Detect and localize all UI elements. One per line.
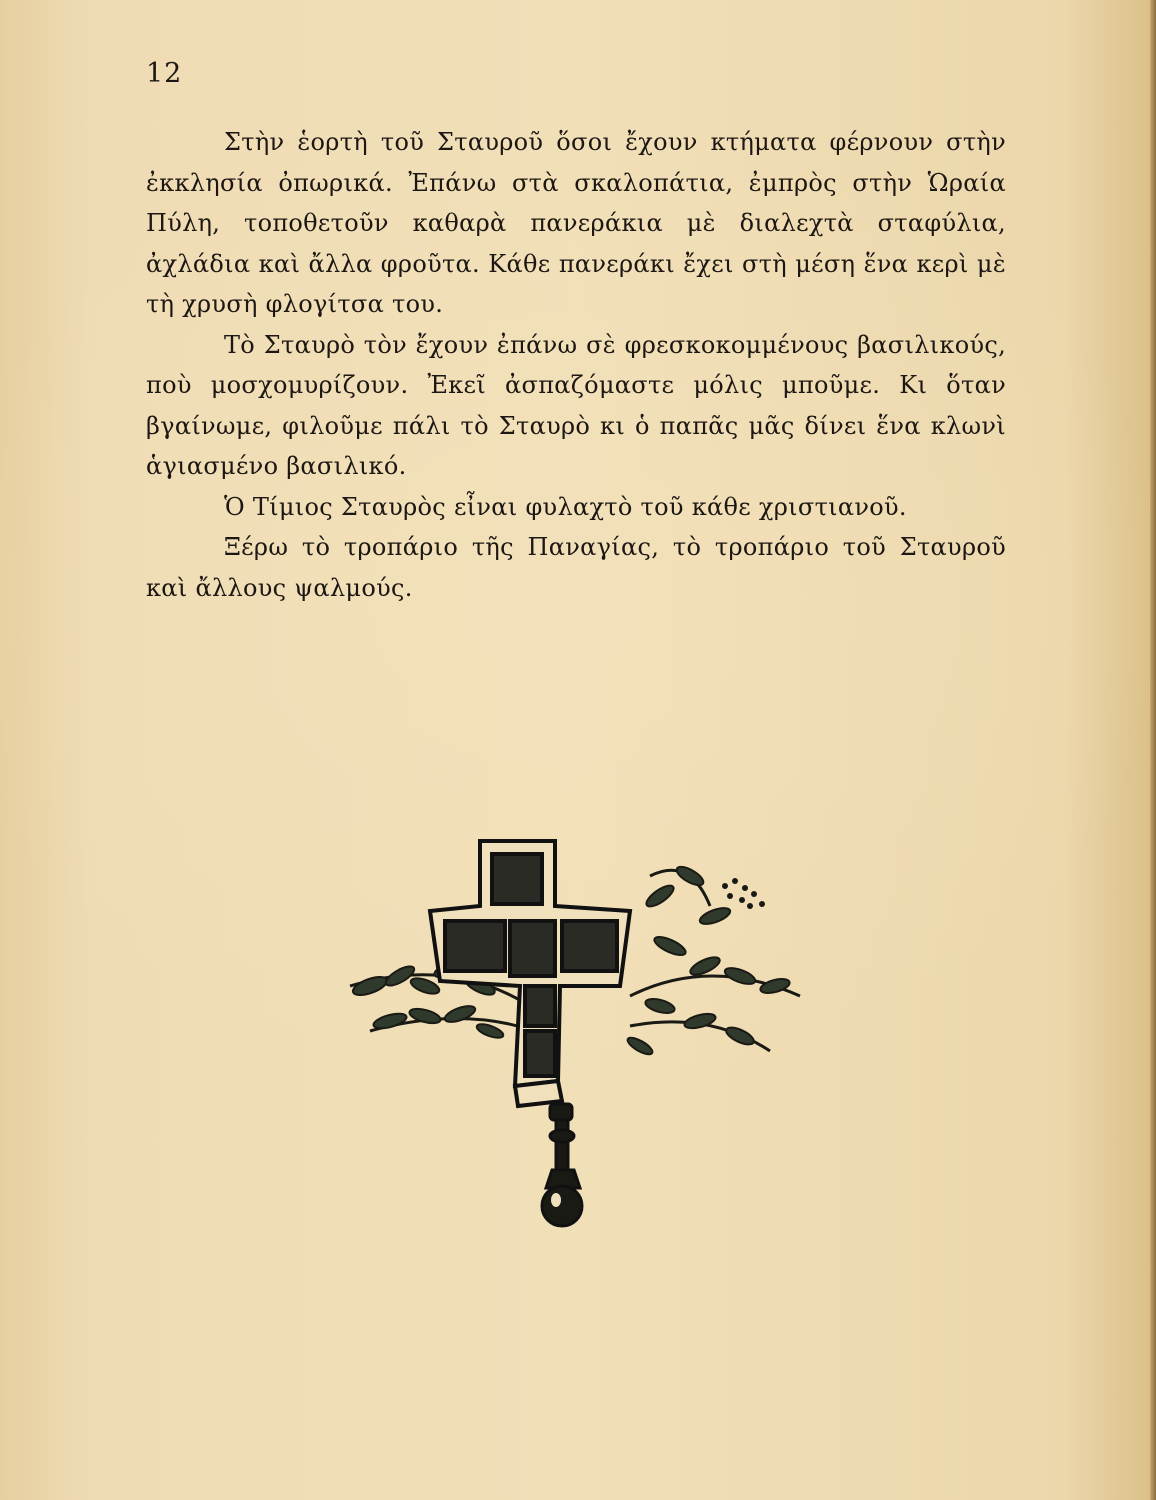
basil-flowers <box>722 878 765 909</box>
cross <box>430 841 630 1106</box>
paragraph-4: Ξέρω τὸ τροπάριο τῆς Παναγίας, τὸ τροπάριο τοῦ Σταυροῦ καὶ ἄλλους ψαλμούς. <box>146 533 1006 602</box>
page-edge <box>1150 0 1156 1500</box>
cross-handle <box>542 1104 582 1226</box>
paragraph-2: Τὸ Σταυρὸ τὸν ἔχουν ἐπάνω σὲ φρεσκοκομμένους βασιλικούς, ποὺ μοσχομυρίζουν. Ἐκεῖ ἀσπαζόμαστε μόλις μποῦμε. Κι ὅταν βγαίνωμε, φιλοῦμε πάλι τὸ Σταυρὸ κι ὁ παπᾶς μᾶς δίνει ἕνα κλωνὶ ἁγιασμένο βασιλικό. <box>146 330 1006 480</box>
paragraph-3: Ὁ Τίμιος Σταυρὸς εἶναι φυλαχτὸ τοῦ κάθε χριστιανοῦ. <box>224 492 907 521</box>
paragraph-1: Στὴν ἑορτὴ τοῦ Σταυροῦ ὅσοι ἔχουν κτήματα φέρνουν στὴν ἐκκλησία ὀπωρικά. Ἐπάνω στὰ σκαλοπάτια, ἐμπρὸς στὴν Ὡραία Πύλη, τοποθετοῦν καθαρὰ πανεράκια μὲ διαλεχτὰ σταφύλια, ἀχλάδια καὶ ἄλλα φροῦτα. Κάθε πανεράκι ἔχει στὴ μέση ἕνα κερὶ μὲ τὴ χρυσὴ φλογίτσα του. <box>146 128 1006 318</box>
cross-with-basil-icon <box>330 836 810 1236</box>
page-text <box>146 122 1006 608</box>
page-number: 12 <box>146 58 183 89</box>
